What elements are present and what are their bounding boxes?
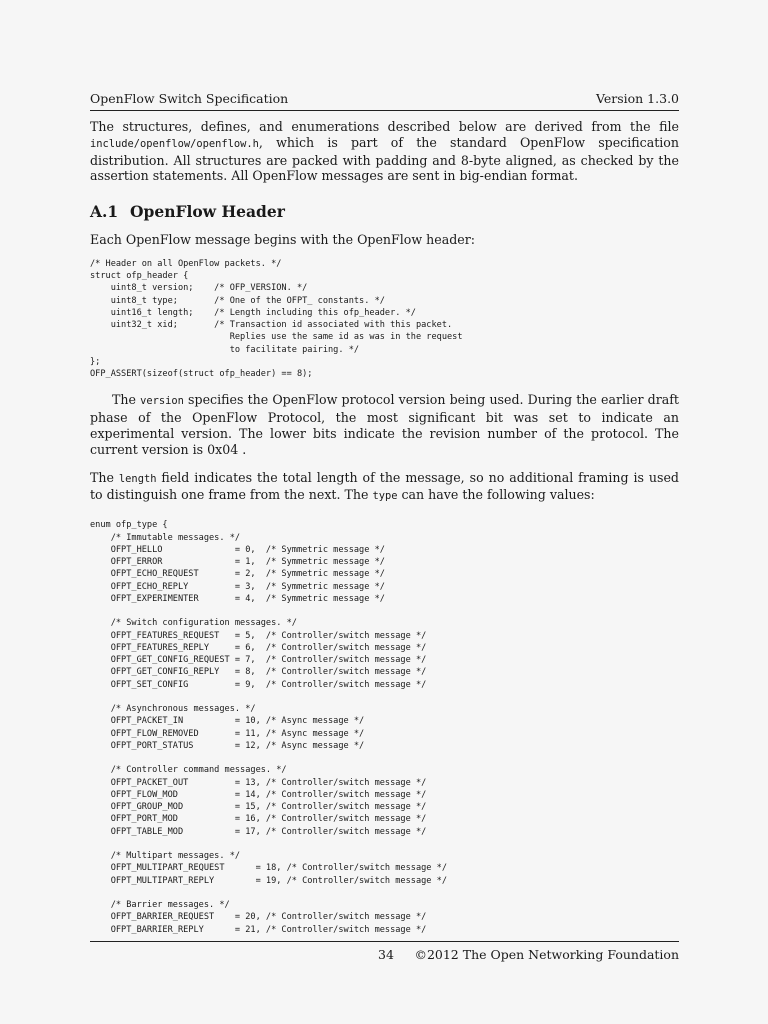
header-file-path: include/openflow/openflow.h	[90, 137, 259, 150]
page-content	[90, 119, 679, 936]
spec-title: OpenFlow Switch Specification	[90, 91, 289, 106]
version-text-b: specifies the OpenFlow protocol version being used. During the earlier draft phase of the OpenFlow Protocol, the most significant bit was set to indicate an experimental version. The lower bits indicate the revision number of the protocol. The current version is 0x04 .	[90, 392, 679, 457]
section-heading	[90, 202, 679, 222]
length-text-c: can have the following values:	[397, 487, 595, 503]
ofp-header-code-block: /* Header on all OpenFlow packets. */ struct ofp_header { uint8_t version; /* OFP_VERSION. */ uint8_t type; /* One of the OFPT_ constants. */ uint16_t length; /* Length including this ofp_header. */ uint32_t xid; /* Transaction id associated with this packet. Replies use the same id as was in the request to facilitate pairing. */ }; OFP_ASSERT(sizeof(struct ofp_header) == 8);	[90, 258, 463, 380]
running-header	[90, 90, 679, 111]
page-footer	[90, 941, 679, 966]
section-number: A.1	[90, 202, 119, 222]
section-title: OpenFlow Header	[130, 202, 285, 222]
length-text-a: The	[90, 469, 119, 485]
version-label: Version 1.3.0	[595, 91, 679, 106]
intro-text-b: , which is part of the standard OpenFlow specification distribution. All structures are packed with padding and 8-byte aligned, as checked by the assertion statements. All OpenFlow messages are sent in big-endian format.	[90, 134, 679, 184]
length-paragraph	[90, 470, 679, 506]
intro-text-a: The structures, defines, and enumerations described below are derived from the file	[90, 119, 679, 134]
length-code: length	[118, 472, 157, 485]
page-number: 34	[378, 947, 394, 962]
version-paragraph	[90, 392, 679, 457]
length-text-b: field indicates the total length of the message, so no additional framing is used to distinguish one frame from the next. The	[90, 469, 679, 503]
version-code: version	[140, 395, 184, 408]
intro-paragraph	[90, 119, 679, 184]
header-intro-paragraph: Each OpenFlow message begins with the OpenFlow header:	[90, 232, 476, 248]
version-text-a: The	[112, 392, 141, 408]
copyright-notice: ©2012 The Open Networking Foundation	[414, 947, 679, 962]
type-code: type	[372, 490, 398, 503]
ofp-type-enum-code-block: enum ofp_type { /* Immutable messages. */ OFPT_HELLO = 0, /* Symmetric message */ OFPT_ERROR = 1, /* Symmetric message */ OFPT_ECHO_REQUEST = 2, /* Symmetric message */ OFPT_ECHO_REPLY = 3, /* Symmetric message */ OFPT_EXPERIMENTER = 4, /* Symmetric message */ /* Switch configuration messages. */ OFPT_FEATURES_REQUEST = 5, /* Controller/switch message */ OFPT_FEATURES_REPLY = 6, /* Controller/switch message */ OFPT_GET_CONFIG_REQUEST = 7, /* Controller/switch message */ OFPT_GET_CONFIG_REPLY = 8, /* Controller/switch message */ OFPT_SET_CONFIG = 9, /* Controller/switch message */ /* Asynchronous messages. */ OFPT_PACKET_IN = 10, /* Async message */ OFPT_FLOW_REMOVED = 11, /* Async message */ OFPT_PORT_STATUS = 12, /* Async message */ /* Controller command messages. */ OFPT_PACKET_OUT = 13, /* Controller/switch message */ OFPT_FLOW_MOD = 14, /* Controller/switch message */ OFPT_GROUP_MOD = 15, /* Controller/switch message */ OFPT_PORT_MOD = 16, /* Controller/switch message */ OFPT_TABLE_MOD = 17, /* Controller/switch message */ /* Multipart messages. */ OFPT_MULTIPART_REQUEST = 18, /* Controller/switch message */ OFPT_MULTIPART_REPLY = 19, /* Controller/switch message */ /* Barrier messages. */ OFPT_BARRIER_REQUEST = 20, /* Controller/switch message */ OFPT_BARRIER_REPLY = 21, /* Controller/switch message */	[90, 520, 447, 935]
